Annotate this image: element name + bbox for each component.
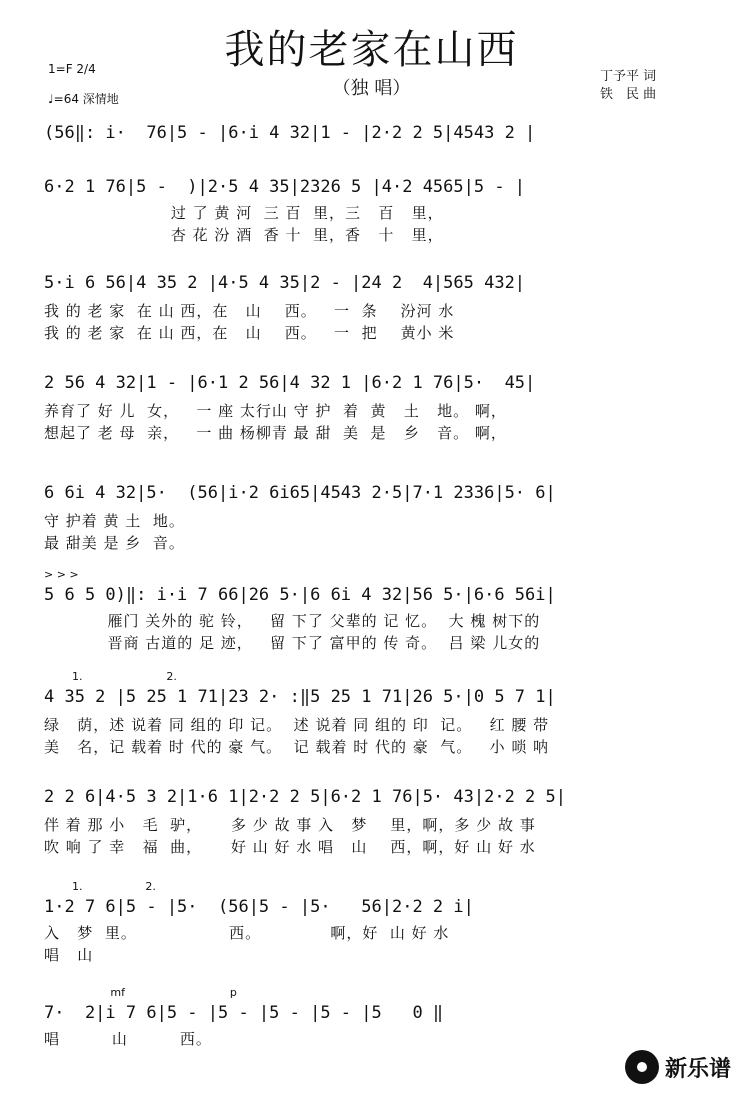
notation-line: 2 56 4 32|1 - |6·1 2 56|4 32 1 |6·2 1 76|5· 45| bbox=[44, 373, 536, 393]
notation-line: 2 2 6|4·5 3 2|1·6 1|2·2 2 5|6·2 1 76|5· 43|2·2 2 5| bbox=[44, 787, 566, 807]
volta-marks: 1. 2. bbox=[44, 670, 177, 683]
lyric-verse-2: 我 的 老 家 在 山 西，在 山 西。 一 把 黄小 米 bbox=[44, 324, 455, 342]
song-title: 我的老家在山西 bbox=[224, 27, 519, 73]
lyric-verse-1: 唱 山 西。 bbox=[44, 1030, 212, 1048]
notation-line: 5 6 5 0)‖: i·i 7 66|26 5·|6 6i 4 32|56 5·|6·6 56i| bbox=[44, 585, 556, 605]
tempo-marking: ♩=64 深情地 bbox=[48, 92, 119, 106]
lyric-verse-1: 伴 着 那 小 毛 驴， 多 少 故 事 入 梦 里，啊，多 少 故 事 bbox=[44, 816, 536, 834]
notation-line: 7· 2|i 7 6|5 - |5 - |5 - |5 - |5 0 ‖ bbox=[44, 1003, 444, 1023]
lyric-verse-2: 美 名，记 载着 时 代的 豪 气。 记 载着 时 代的 豪 气。 小 唢 呐 bbox=[44, 738, 550, 756]
lyric-verse-1: 雁门 关外的 驼 铃， 留 下了 父辈的 记 忆。 大 槐 树下的 bbox=[44, 612, 541, 630]
lyric-verse-2: 想起了 老 母 亲， 一 曲 杨柳青 最 甜 美 是 乡 音。 啊， bbox=[44, 424, 507, 442]
dynamics-marks: mf p bbox=[44, 986, 237, 999]
lyric-verse-2: 最 甜美 是 乡 音。 bbox=[44, 534, 185, 552]
notation-line: 5·i 6 56|4 35 2 |4·5 4 35|2 - |24 2 4|565 432| bbox=[44, 273, 526, 293]
notation-line: (56‖: i· 76|5 - |6·i 4 32|1 - |2·2 2 5|4543 2 | bbox=[44, 123, 536, 143]
lyric-verse-2: 吹 响 了 幸 福 曲， 好 山 好 水 唱 山 西，啊，好 山 好 水 bbox=[44, 838, 536, 856]
lyric-verse-1: 守 护着 黄 土 地。 bbox=[44, 512, 185, 530]
notation-line: 6·2 1 76|5 - )|2·5 4 35|2326 5 |4·2 4565|5 - | bbox=[44, 177, 526, 197]
lyric-verse-1: 入 梦 里。 西。 啊，好 山 好 水 bbox=[44, 924, 450, 942]
lyric-verse-1: 我 的 老 家 在 山 西，在 山 西。 一 条 汾河 水 bbox=[44, 302, 455, 320]
notation-line: 4 35 2 |5 25 1 71|23 2· :‖5 25 1 71|26 5·|0 5 7 1| bbox=[44, 687, 556, 707]
volta-marks: 1. 2. bbox=[44, 880, 156, 893]
performance-form: （独 唱） bbox=[332, 78, 411, 99]
watermark-text: 新乐谱 bbox=[664, 1056, 731, 1082]
key-signature: 1=F 2/4 bbox=[48, 62, 96, 76]
lyricist: 丁予平 词 bbox=[600, 69, 657, 84]
lyric-verse-2: 晋商 古道的 足 迹， 留 下了 富甲的 传 奇。 吕 梁 儿女的 bbox=[44, 634, 541, 652]
lyric-verse-1: 养育了 好 儿 女， 一 座 太行山 守 护 着 黄 土 地。 啊， bbox=[44, 402, 507, 420]
credits bbox=[600, 68, 656, 104]
lyric-verse-1: 过 了 黄 河 三 百 里，三 百 里， bbox=[44, 204, 444, 222]
watermark bbox=[625, 1050, 731, 1084]
notation-line: 1·2 7 6|5 - |5· (56|5 - |5· 56|2·2 2 i| bbox=[44, 897, 474, 917]
lyric-verse-2: 杏 花 汾 酒 香 十 里，香 十 里， bbox=[44, 226, 444, 244]
notation-line: 6 6i 4 32|5· (56|i·2 6i65|4543 2·5|7·1 2336|5· 6| bbox=[44, 483, 556, 503]
composer: 铁 民 曲 bbox=[600, 87, 657, 102]
record-disc-icon bbox=[625, 1050, 659, 1084]
lyric-verse-1: 绿 荫，述 说着 同 组的 印 记。 述 说着 同 组的 印 记。 红 腰 带 bbox=[44, 716, 550, 734]
accent-marks: > > > bbox=[44, 568, 79, 581]
lyric-verse-2: 唱 山 bbox=[44, 946, 94, 964]
